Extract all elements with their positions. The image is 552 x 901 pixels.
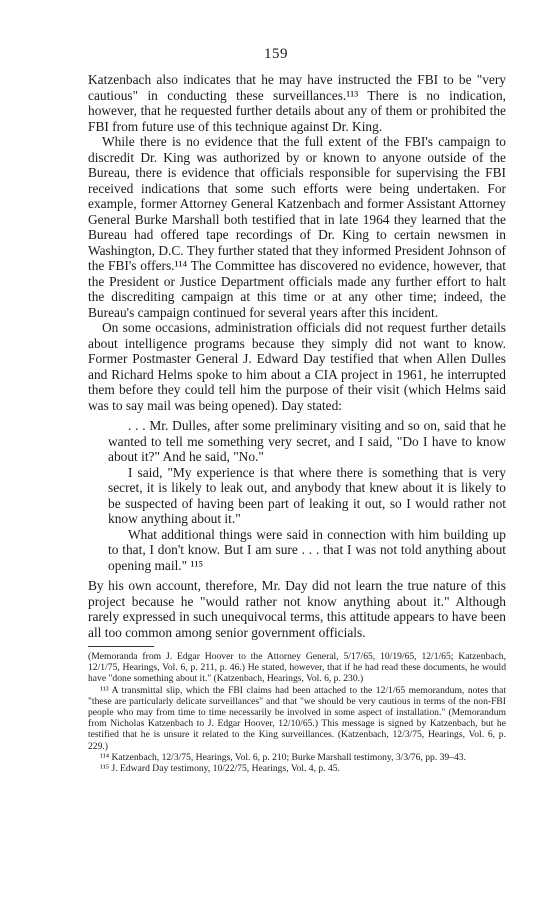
page-number: 159 xyxy=(264,46,288,62)
block-quote-paragraph: . . . Mr. Dulles, after some preliminary visiting and so on, said that he wanted to tell me something very secret, and I said, "Do I have to know about it?" And he said, "No." xyxy=(108,418,506,464)
main-text xyxy=(88,72,506,774)
footnote: ¹¹³ A transmittal slip, which the FBI claims had been attached to the 12/1/65 memorandum, notes that "these are particularly delicate surveillances" and that "we should be very cautious in terms of the non-FBI people who may from time to time necessarily be involved in some aspect of installation." (Memorandum from Nicholas Katzenbach to J. Edgar Hoover, 12/10/65.) This message is signed by Katzenbach, but he testified that he is unsure it related to the King surveillances. (Katzenbach, 12/3/75, Hearings, Vol. 6, p. 229.) xyxy=(88,684,506,752)
footnote: ¹¹⁴ Katzenbach, 12/3/75, Hearings, Vol. 6, p. 210; Burke Marshall testimony, 3/3/76, pp. 39–43. xyxy=(100,751,466,763)
paragraph: Katzenbach also indicates that he may have instructed the FBI to be "very cautious" in conducting these surveillances.¹¹³ There is no indication, however, that he requested further details about any of them or prohibited the FBI from future use of this technique against Dr. King. xyxy=(88,72,506,134)
paragraph: By his own account, therefore, Mr. Day did not learn the true nature of this project because he "would rather not know anything about it." Although rarely expressed in such unequivocal terms, this attitude appears to have been all too common among senior government officials. xyxy=(88,578,506,640)
footnote: (Memoranda from J. Edgar Hoover to the Attorney General, 5/17/65, 10/19/65, 12/1/65; Katzenbach, 12/1/75, Hearings, Vol. 6, p. 211, p. 46.) He stated, however, that if he had read these documents, he would have "done something about it." (Katzenbach, Hearings, Vol. 6, p. 230.) xyxy=(88,651,506,685)
footnote-divider xyxy=(88,646,154,647)
footnotes xyxy=(88,651,506,774)
footnote: ¹¹⁵ J. Edward Day testimony, 10/22/75, Hearings, Vol. 4, p. 45. xyxy=(100,763,340,775)
paragraph: On some occasions, administration officials did not request further details about intelligence programs because they simply did not want to know. Former Postmaster General J. Edward Day testified that when Allen Dulles and Richard Helms spoke to him about a CIA project in 1961, he interrupted them before they could tell him the purpose of their visit (which Helms said was to say mail was being opened). Day stated: xyxy=(88,320,506,413)
block-quote-paragraph: What additional things were said in connection with him building up to that, I don't know. But I am sure . . . that I was not told anything about opening mail." ¹¹⁵ xyxy=(108,526,506,573)
block-quote-paragraph: I said, "My experience is that where there is something that is very secret, it is likely to leak out, and anybody that knew about it is likely to be suspected of having been part of leaking it out, so I would rather not know anything about it." xyxy=(108,464,506,526)
paragraph: While there is no evidence that the full extent of the FBI's campaign to discredit Dr. King was authorized by or known to anyone outside of the Bureau, there is evidence that officials responsible for supervising the FBI received indications that some such efforts were being undertaken. For example, former Attorney General Katzenbach and former Assistant Attorney General Burke Marshall both testified that in late 1964 they learned that the Bureau had offered tape recordings of Dr. King to certain newsmen in Washington, D.C. They further stated that they informed President Johnson of the FBI's offers.¹¹⁴ The Committee has discovered no evidence, however, that the President or Justice Department officials made any further effort to halt the discrediting campaign at this time or at any other time; indeed, the Bureau's campaign continued for several years after this incident. xyxy=(88,134,506,320)
